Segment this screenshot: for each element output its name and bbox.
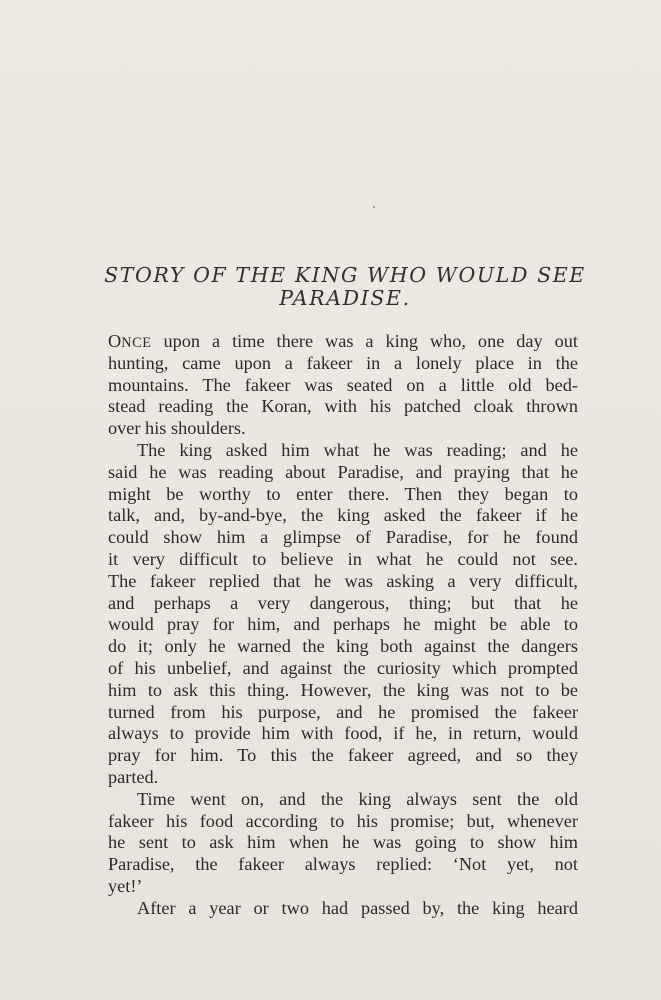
opening-rest: upon a time there was a king who, one day out bbox=[151, 331, 578, 351]
story-title bbox=[100, 264, 590, 310]
text-line: parted. bbox=[108, 766, 159, 787]
text-line: hunting, came upon a fakeer in a lonely place in the bbox=[108, 352, 578, 373]
ink-speck bbox=[373, 206, 375, 208]
text-line: Paradise, the fakeer always replied: ‘Not yet, not bbox=[108, 854, 578, 875]
text-line: and perhaps a very dangerous, thing; but that he bbox=[108, 592, 578, 613]
text-line: The fakeer replied that he was asking a very difficult, bbox=[108, 570, 578, 591]
title-line-2: PARADISE. bbox=[279, 286, 411, 310]
text-line: he sent to ask him when he was going to show him bbox=[108, 832, 578, 853]
text-line: could show him a glimpse of Paradise, for he found bbox=[108, 527, 578, 548]
text-line: stead reading the Koran, with his patched cloak thrown bbox=[108, 396, 578, 417]
paragraph-start: After a year or two had passed by, the king heard bbox=[137, 897, 578, 918]
text-line: said he was reading about Paradise, and praying that he bbox=[108, 461, 578, 482]
text-line: fakeer his food according to his promise; but, whenever bbox=[108, 810, 578, 831]
text-line: of his unbelief, and against the curiosity which prompted bbox=[108, 657, 578, 678]
text-line: yet!’ bbox=[108, 875, 143, 896]
drop-letter: O bbox=[108, 331, 122, 351]
small-caps-word: NCE bbox=[121, 335, 152, 351]
text-line: talk, and, by-and-bye, the king asked the fakeer if he bbox=[108, 505, 578, 526]
paragraph-start: The king asked him what he was reading; and he bbox=[137, 439, 578, 460]
text-line: him to ask this thing. However, the king was not to be bbox=[108, 679, 578, 700]
title-line-1: STORY OF THE KING WHO WOULD SEE bbox=[104, 263, 586, 287]
opening-line bbox=[108, 331, 578, 353]
text-line: might be worthy to enter there. Then they began to bbox=[108, 483, 578, 504]
paragraph-start: Time went on, and the king always sent the old bbox=[137, 788, 578, 809]
text-line: it very difficult to believe in what he could not see. bbox=[108, 548, 578, 569]
text-line: mountains. The fakeer was seated on a little old bed- bbox=[108, 374, 578, 395]
text-line: would pray for him, and perhaps he might be able to bbox=[108, 614, 578, 635]
text-line: turned from his purpose, and he promised the fakeer bbox=[108, 701, 578, 722]
text-line: always to provide him with food, if he, in return, would bbox=[108, 723, 578, 744]
text-line: do it; only he warned the king both against the dangers bbox=[108, 636, 578, 657]
text-line: pray for him. To this the fakeer agreed, and so they bbox=[108, 745, 578, 766]
text-line: over his shoulders. bbox=[108, 418, 246, 439]
story-text bbox=[108, 331, 578, 920]
